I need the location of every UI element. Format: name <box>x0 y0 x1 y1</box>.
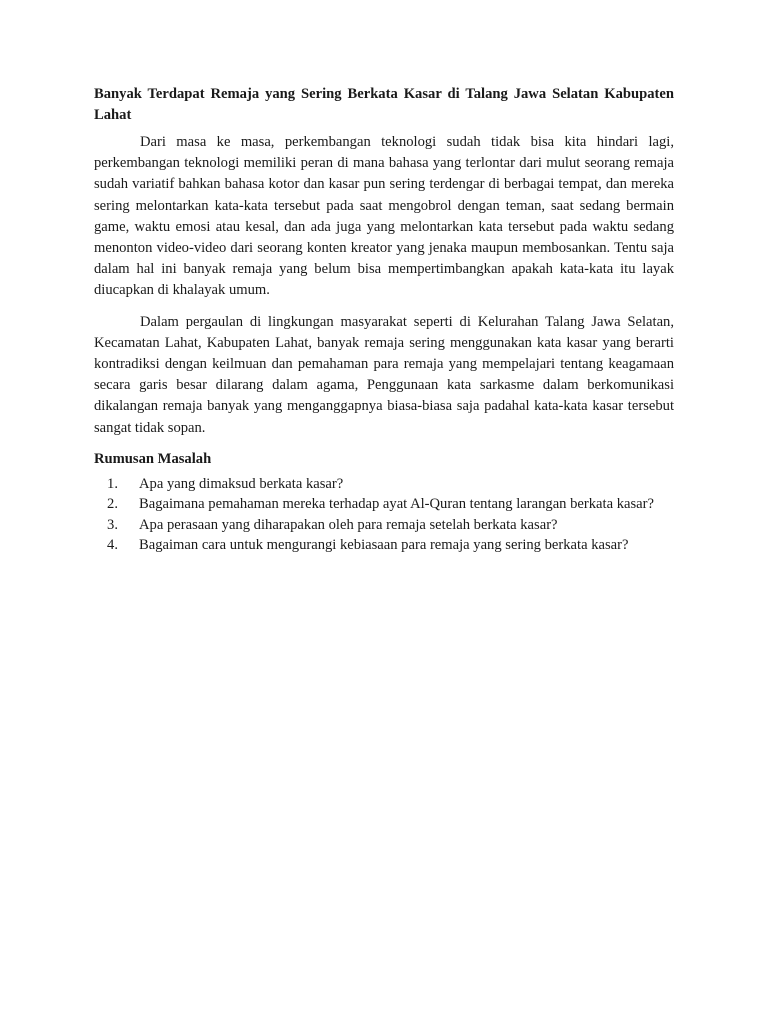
list-item-number: 2. <box>107 496 118 513</box>
list-item-text: Apa yang dimaksud berkata kasar? <box>139 475 344 492</box>
list-item <box>94 537 674 555</box>
list-item-text: Bagaiman cara untuk mengurangi kebiasaan para remaja yang sering berkata kasar? <box>139 537 629 554</box>
question-list <box>94 476 674 555</box>
list-item <box>94 517 674 535</box>
document-title: Banyak Terdapat Remaja yang Sering Berkata Kasar di Talang Jawa Selatan Kabupaten Lahat <box>94 86 674 123</box>
document-page <box>94 84 674 558</box>
list-item-number: 4. <box>107 537 118 554</box>
section-heading-rumusan-masalah: Rumusan Masalah <box>94 450 212 467</box>
paragraph-1: Dari masa ke masa, perkembangan teknologi sudah tidak bisa kita hindari lagi, perkembangan teknologi memiliki peran di mana bahasa yang terlontar dari mulut seorang remaja sudah variatif bahkan bahasa kotor dan kasar pun sering terdengar di berbagai tempat, dan mereka sering melontarkan kata-kata tersebut pada saat mengobrol dengan teman, saat sedang bermain game, waktu emosi atau kesal, dan ada juga yang melontarkan kata tersebut pada waktu sedang menonton video-video dari seorang konten kreator yang jenaka maupun membosankan. Tentu saja dalam hal ini banyak remaja yang belum bisa mempertimbangkan apakah kata-kata itu layak diucapkan di khalayak umum. <box>94 134 674 299</box>
list-item-number: 1. <box>107 475 118 492</box>
paragraph-2: Dalam pergaulan di lingkungan masyarakat seperti di Kelurahan Talang Jawa Selatan, Kecamatan Lahat, Kabupaten Lahat, banyak remaja sering menggunakan kata kasar yang berarti kontradiksi dengan keilmuan dan pemahaman para remaja yang mempelajari tentang keagamaan secara garis besar dilarang dalam agama, Penggunaan kata sarkasme dalam berkomunikasi dikalangan remaja banyak yang menganggapnya biasa-biasa saja padahal kata-kata kasar tersebut sangat tidak sopan. <box>94 313 674 436</box>
list-item <box>94 496 674 514</box>
list-item-number: 3. <box>107 516 118 533</box>
list-item <box>94 476 674 494</box>
list-item-text: Apa perasaan yang diharapakan oleh para remaja setelah berkata kasar? <box>139 516 558 533</box>
list-item-text: Bagaimana pemahaman mereka terhadap ayat Al-Quran tentang larangan berkata kasar? <box>139 496 654 513</box>
